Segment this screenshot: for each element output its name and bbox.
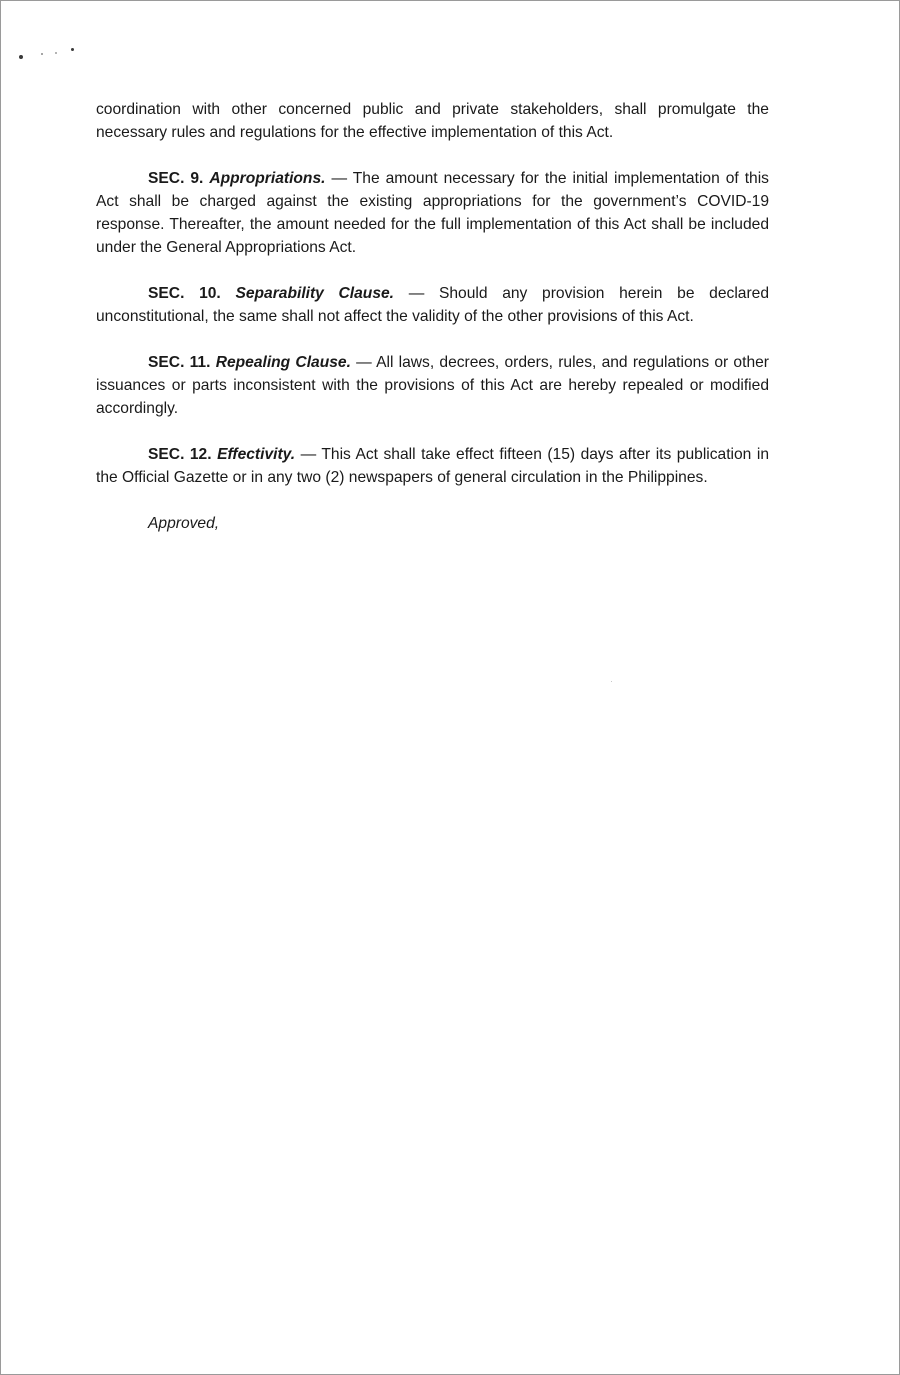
intro-paragraph: coordination with other concerned public and private stakeholders, shall promulgate the necessary rules and regulations for the effective implementation of this Act. [96,101,769,141]
section-12 [96,443,769,489]
scan-specks [19,47,79,61]
section-10-number: SEC. 10. [148,285,221,302]
section-9 [96,167,769,259]
scan-dot [611,681,612,682]
approved-line: Approved, [148,515,220,532]
section-11 [96,351,769,420]
section-12-number: SEC. 12. [148,446,212,463]
section-10 [96,282,769,328]
section-9-body: — The amount necessary for the initial implementation of this Act shall be charged against the existing appropriations for the government’s COVID-19 response. Thereafter, the amount needed for the full implementation of this Act shall be included under the General Appropriations Act. [96,170,769,256]
section-9-title: Appropriations. [209,170,326,187]
section-10-body: — Should any provision herein be declared unconstitutional, the same shall not affect the validity of the other provisions of this Act. [96,285,770,325]
section-12-title: Effectivity. [217,446,296,463]
section-12-body: — This Act shall take effect fifteen (15) days after its publication in the Official Gazette or in any two (2) newspapers of general circulation in the Philippines. [96,446,769,486]
section-10-title: Separability Clause. [235,285,395,302]
section-11-title: Repealing Clause. [215,354,351,371]
document-body [96,98,769,535]
section-11-body: — All laws, decrees, orders, rules, and regulations or other issuances or parts inconsistent with the provisions of this Act are hereby repealed or modified accordingly. [96,354,769,417]
section-11-number: SEC. 11. [148,354,211,371]
section-9-number: SEC. 9. [148,170,204,187]
